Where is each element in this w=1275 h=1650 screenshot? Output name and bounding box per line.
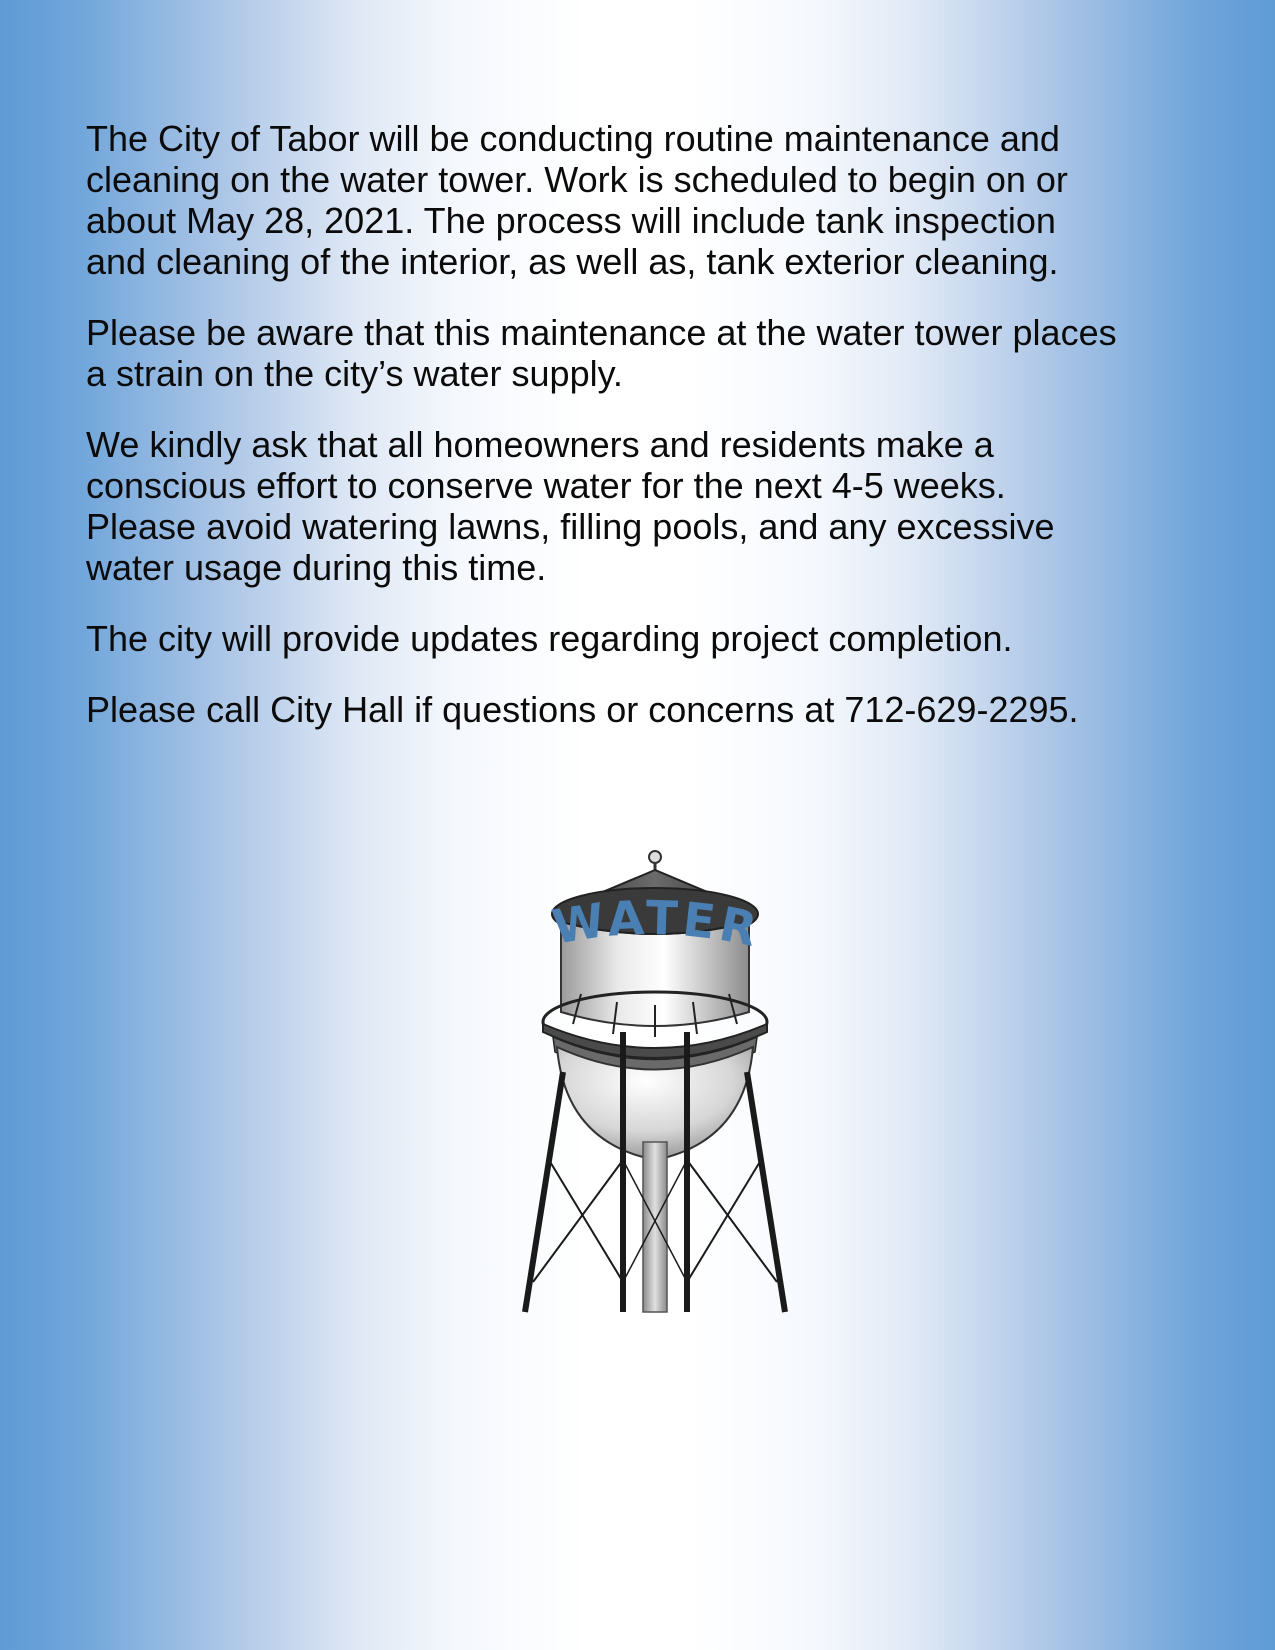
notice-paragraph-strain: Please be aware that this maintenance at the water tower places a strain on the city’s water supply. <box>86 312 1117 394</box>
tower-label: WATER <box>548 890 766 959</box>
notice-body <box>86 118 1196 760</box>
notice-paragraph-conserve: We kindly ask that all homeowners and residents make a conscious effort to conserve water for the next 4-5 weeks. Please avoid watering lawns, filling pools, and any excessive water usage during this time. <box>86 424 1055 588</box>
notice-paragraph-maintenance: The City of Tabor will be conducting routine maintenance and cleaning on the water tower. Work is scheduled to begin on or about May 28, 2021. The process will include tank inspection and cleaning of the interior, as well as, tank exterior cleaning. <box>86 118 1068 282</box>
notice-paragraph-contact: Please call City Hall if questions or concerns at 712-629-2295. <box>86 689 1079 730</box>
notice-paragraph-updates: The city will provide updates regarding project completion. <box>86 618 1013 659</box>
water-tower-illustration <box>505 842 805 1362</box>
water-tower-icon <box>505 842 805 1362</box>
